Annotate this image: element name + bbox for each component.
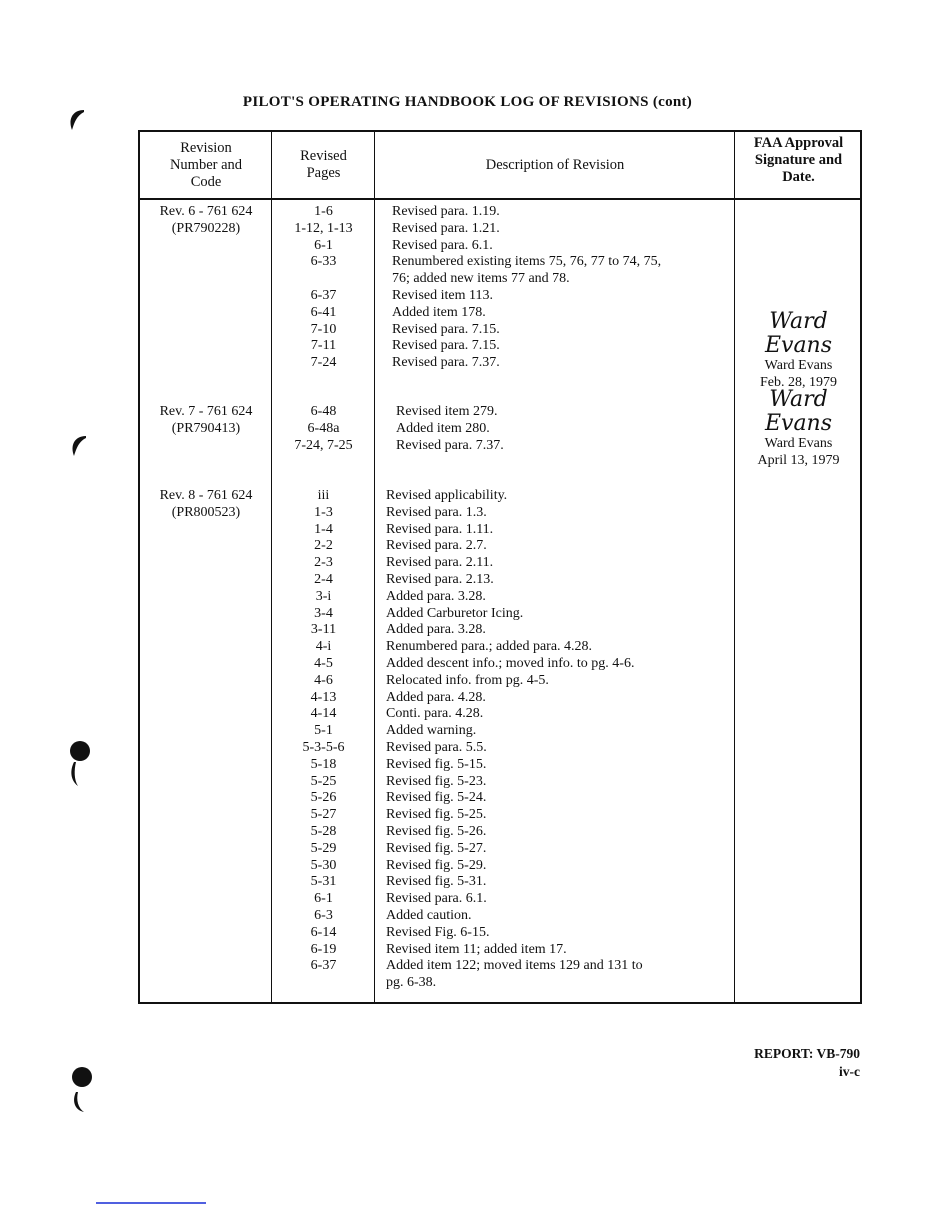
description-line: Revised para. 1.21. [392,220,500,236]
page-ref: 6-3 [314,907,333,923]
revision-log-table [138,130,862,1004]
faa-approval-rev7 [735,388,862,470]
page-ref: 1-6 [314,204,333,219]
handwritten-signature: Ward Evans [764,309,833,358]
page-ref: 4-14 [310,706,337,722]
page-ref: 7-11 [310,338,337,354]
punch-hole-mark-icon [68,740,90,790]
revision-number: Rev. 7 - 761 624 [159,404,253,419]
description-line: Revised item 11; added item 17. [386,941,567,957]
descriptions-rev7 [396,404,746,454]
handwritten-signature: Ward Evans [764,387,833,436]
description-line: Revised para. 7.15. [392,321,500,337]
description-line: Revised Fig. 6-15. [386,924,490,940]
page-ref: 5-27 [310,807,337,823]
revision-code-rev7 [140,404,272,438]
description-line: Added warning. [386,723,477,739]
faa-approval-rev6 [735,310,862,392]
page-ref: 6-14 [310,924,337,940]
punch-hole-mark-icon [70,1066,92,1116]
description-line: Revised fig. 5-29. [386,857,487,873]
page-ref: 6-48a [307,420,340,436]
header-text: Number and [169,156,243,173]
scan-edge-line [96,1202,206,1204]
punch-hole-mark-icon [68,434,90,464]
page-ref: 5-18 [310,756,337,772]
description-line: Revised fig. 5-25. [386,807,487,823]
page-ref: 5-26 [310,790,337,806]
description-line: Revised fig. 5-31. [386,874,487,890]
header-text: FAA Approval [753,135,844,151]
page-ref [272,975,375,992]
header-text: Code [190,173,222,190]
page-ref: 5-31 [310,874,337,890]
page-ref [272,271,375,288]
header-text: Signature and [754,152,843,168]
header-faa-approval [735,132,862,195]
page-ref: 4-6 [314,672,333,688]
description-line: Added item 280. [396,420,490,436]
description-line: Revised para. 6.1. [392,237,493,253]
page-title: PILOT'S OPERATING HANDBOOK LOG OF REVISIONS (cont) [242,94,693,110]
page-ref: 6-48 [310,404,337,419]
revision-code: (PR790228) [171,220,241,236]
page-number: iv-c [839,1064,860,1079]
description-line: Revised para. 1.3. [386,504,487,520]
description-line: Revised item 113. [392,287,493,303]
description-line: Revised para. 7.37. [392,355,500,371]
report-number: REPORT: VB-790 [754,1046,860,1061]
description-line: Renumbered para.; added para. 4.28. [386,639,593,655]
page-ref: 2-2 [314,538,333,554]
page-ref: 2-3 [314,555,333,571]
approval-date: Feb. 28, 1979 [760,374,837,390]
page-ref: iii [317,488,330,503]
header-text: Revised [300,148,347,164]
header-description: Description of Revision [485,156,625,173]
page-ref: 7-10 [310,321,337,337]
page-ref: 6-41 [310,304,337,320]
header-revision-number [140,132,272,198]
page-ref: 3-i [315,588,332,604]
description-line: 76; added new items 77 and 78. [392,271,570,287]
description-line: pg. 6-38. [386,975,437,991]
description-line: Revised fig. 5-15. [386,756,487,772]
revision-code-rev8 [140,488,272,522]
approver-name: Ward Evans [764,358,833,373]
description-line: Revised para. 7.15. [392,338,500,354]
header-revised-pages [272,132,375,198]
description-line: Added item 178. [392,304,486,320]
revised-pages-rev7 [272,404,375,454]
description-line: Added caution. [386,907,472,923]
revision-code: (PR800523) [171,504,241,520]
page-ref: 5-1 [314,723,333,739]
page-ref: 1-4 [314,521,333,537]
description-line: Revised para. 5.5. [386,739,487,755]
description-line: Revised fig. 5-23. [386,773,487,789]
description-line: Revised para. 2.7. [386,538,487,554]
description-line: Added para. 3.28. [386,588,486,604]
descriptions-rev6 [392,204,742,372]
descriptions-rev8 [386,488,736,992]
page-ref: 1-12, 1-13 [294,220,353,236]
page-ref: 4-5 [314,655,333,671]
page-ref: 4-i [315,639,332,655]
description-line: Relocated info. from pg. 4-5. [386,672,549,688]
page-ref: 1-3 [314,504,333,520]
header-divider [140,198,860,200]
description-line: Revised para. 7.37. [396,437,504,453]
page-ref: 6-1 [314,237,333,253]
page-ref: 6-19 [310,941,337,957]
description-line: Added para. 3.28. [386,622,486,638]
header-text: Revision [180,139,232,156]
description-line: Revised applicability. [386,488,508,503]
description-line: Added Carburetor Icing. [386,605,524,621]
page-ref: 3-4 [314,605,333,621]
description-line: Revised para. 2.11. [386,555,494,571]
description-line: Added para. 4.28. [386,689,486,705]
revision-code: (PR790413) [171,420,241,436]
page-ref: 5-3-5-6 [302,739,345,755]
description-line: Conti. para. 4.28. [386,706,484,722]
revised-pages-rev8 [272,488,375,992]
revision-number: Rev. 6 - 761 624 [159,204,253,219]
page-ref: 4-13 [310,689,337,705]
description-line: Revised para. 6.1. [386,891,487,907]
approver-name: Ward Evans [764,436,833,451]
description-line: Revised para. 1.11. [386,521,494,537]
page-ref: 3-11 [310,622,337,638]
description-line: Revised fig. 5-27. [386,840,487,856]
description-line: Revised fig. 5-24. [386,790,487,806]
page-ref: 6-1 [314,891,333,907]
revised-pages-rev6 [272,204,375,372]
approval-date: April 13, 1979 [757,452,840,468]
description-line: Renumbered existing items 75, 76, 77 to 74, 75, [392,254,662,270]
description-line: Revised fig. 5-26. [386,823,487,839]
description-line: Added item 122; moved items 129 and 131 to [386,958,643,974]
page-ref: 5-28 [310,823,337,839]
header-text: Date. [782,169,815,185]
page-ref: 7-24, 7-25 [294,437,353,453]
page-ref: 6-33 [310,254,337,270]
page-ref: 7-24 [310,355,337,371]
punch-hole-mark-icon [66,108,88,138]
description-line: Added descent info.; moved info. to pg. 4-6. [386,655,635,671]
description-line: Revised para. 2.13. [386,571,494,587]
revision-number: Rev. 8 - 761 624 [159,488,253,503]
page-ref: 5-29 [310,840,337,856]
header-text: Pages [306,165,341,181]
page-ref: 6-37 [310,958,337,974]
description-line: Revised para. 1.19. [392,204,500,219]
page-ref: 5-25 [310,773,337,789]
page-ref: 2-4 [314,571,333,587]
description-line: Revised item 279. [396,404,498,419]
page-ref: 6-37 [310,287,337,303]
revision-code-rev6 [140,204,272,238]
page-ref: 5-30 [310,857,337,873]
